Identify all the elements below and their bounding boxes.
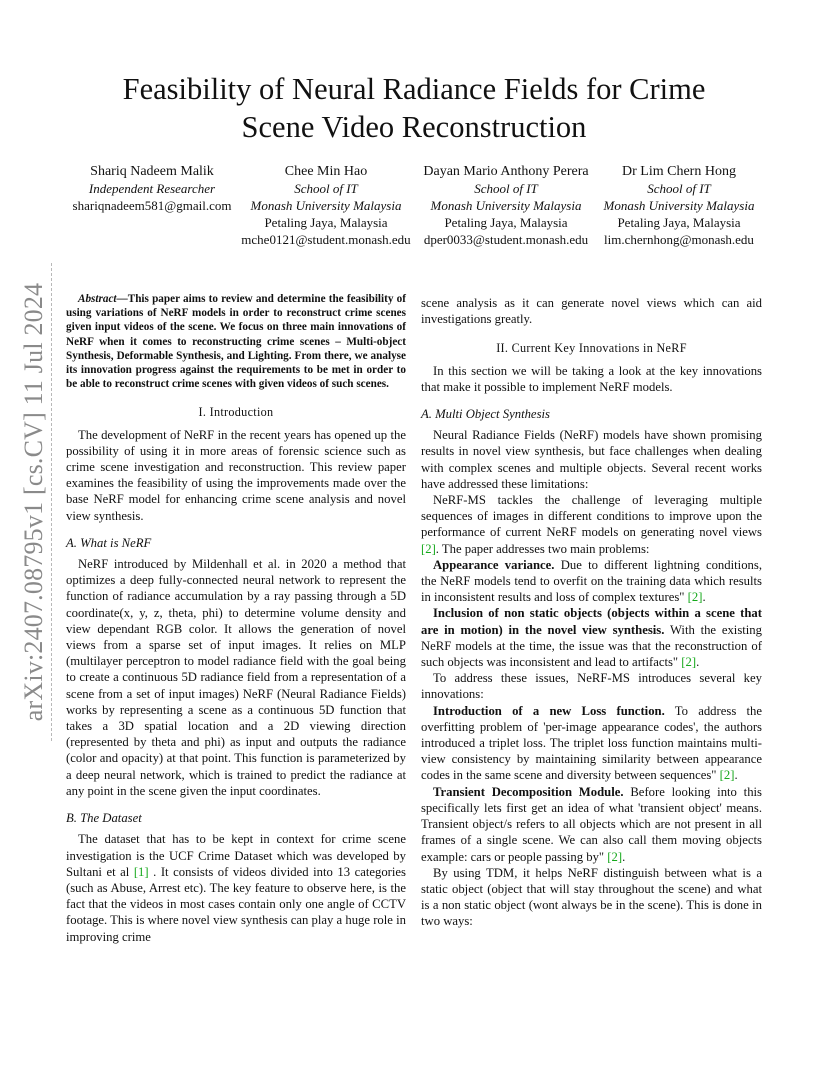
author-university: Monash University Malaysia <box>250 198 402 213</box>
paragraph-text: The dataset that has to be kept in context for crime scene investigation is the UCF Crime Dataset which was developed by Sultani et al <box>66 832 406 879</box>
paragraph-text: With the existing NeRF models at the time, the issue was that the reconstruction of such objects was inconsistent and lead to artifacts" <box>421 622 762 670</box>
arxiv-identifier-text[interactable]: arXiv:2407.08795v1 [cs.CV] 11 Jul 2024 <box>19 282 48 722</box>
citation-link[interactable]: [1] <box>133 864 149 879</box>
paragraph-text: . <box>696 655 700 670</box>
citation-link[interactable]: [2] <box>719 768 735 783</box>
paragraph <box>421 784 762 865</box>
abstract-text: —This paper aims to review and determine the feasibility of using variations of NeRF models in order to reconstruct crime scenes given input videos of the scene. We focus on three main innovations of NeRF when it comes to reconstructing crime scenes – Multi-object Synthesis, Deformable Synthesis, and Lighting. From there, we analyse its innovation progress against the requirements to be met in order to be able to reconstruct crime scenes with given videos of such scenes. <box>66 293 406 391</box>
author-university: Monash University Malaysia <box>603 198 755 213</box>
author-location: Petaling Jaya, Malaysia <box>264 215 388 230</box>
author-affiliation: Independent Researcher <box>88 181 216 196</box>
paragraph-text: . It consists of videos divided into 13 categories (such as Abuse, Arrest etc). The key feature to observe here, is the fact that the videos in most cases contain only one angle of CCTV footage. This is where novel view synthesis can play a huge role in improving crime <box>66 864 406 944</box>
abstract <box>66 292 406 391</box>
paragraph: In this section we will be taking a look at the key innovations that make it possible to implement NeRF models. <box>421 363 762 394</box>
run-in-heading: Transient Decomposition Module. <box>433 784 624 799</box>
author-block-3 <box>414 163 598 248</box>
author-block-1 <box>66 163 238 214</box>
paragraph: NeRF introduced by Mildenhall et al. in 2020 a method that optimizes a deep fully-connected neural network to represent the function of radiance accumulation by a ray passing through a 5D coordinate(x, y, z, theta, phi) to determine volume density and view dependant RGB color. It allows the generation of novel views from a sparse set of input images. It relies on MLP (multilayer perceptron to model radiance field with the goal being to create a continuous 5D radiance field from a representation of a scene from a set of input images) NeRF (Neural Radiance Fields) works by representing a scene as a continuous 5D function that takes a 3D spatial location and a 2D viewing direction (represented by theta and phi) as input and outputs the radiance (color and opacity) at that point. This function is parameterized by a deep neural network, which is trained to predict the radiance at any point in the scene given the input coordinates. <box>66 557 406 798</box>
author-university: Monash University Malaysia <box>430 198 582 213</box>
arxiv-identifier-stamp[interactable] <box>19 263 48 741</box>
subsection-heading-dataset: B. The Dataset <box>66 811 142 826</box>
author-email: dper0033@student.monash.edu <box>423 232 589 247</box>
paragraph: Neural Radiance Fields (NeRF) models have shown promising results in novel view synthesis, but face challenges when dealing with complex scenes and multiple objects. Several recent works have addressed these limitations: <box>421 428 762 491</box>
author-location: Petaling Jaya, Malaysia <box>444 215 568 230</box>
author-name: Shariq Nadeem Malik <box>90 164 214 179</box>
paragraph <box>421 703 762 784</box>
author-name: Dr Lim Chern Hong <box>622 164 736 179</box>
run-in-heading: Inclusion of non static objects (objects within a scene that are in motion) in the novel view synthesis. <box>421 606 762 637</box>
paper-title <box>60 70 768 146</box>
stamp-divider <box>51 263 52 741</box>
paragraph-text: . <box>734 768 738 783</box>
author-email: mche0121@student.monash.edu <box>241 232 411 247</box>
subsection-heading-what-is-nerf: A. What is NeRF <box>66 535 152 550</box>
author-email: lim.chernhong@monash.edu <box>604 232 754 247</box>
paragraph-continued: scene analysis as it can generate novel views which can aid investigations greatly. <box>421 296 762 327</box>
abstract-label: Abstract <box>78 293 117 305</box>
paragraph-text: . The paper addresses two main problems: <box>435 541 650 556</box>
paragraph-text: . <box>622 849 626 864</box>
paragraph-text: Due to different lightning conditions, the NeRF models tend to overfit on the training data which results in inconsistent results and loss of complex textures" <box>421 557 762 605</box>
left-column <box>66 292 406 945</box>
paragraph <box>66 831 406 944</box>
paragraph-text: To address the overfitting problem of 'per-image appearance codes', the authors introduced a triplet loss. The triplet loss function maintains multi-view consistency by maintaining similarity between appearance codes in the same scene and diversity between sequences" <box>421 703 762 783</box>
right-column <box>421 295 762 930</box>
author-location: Petaling Jaya, Malaysia <box>617 215 741 230</box>
author-block-2 <box>238 163 414 248</box>
author-affiliation: School of IT <box>294 181 358 196</box>
author-name: Dayan Mario Anthony Perera <box>423 164 589 179</box>
title-line-2: Scene Video Reconstruction <box>241 110 587 144</box>
author-affiliation: School of IT <box>474 181 538 196</box>
run-in-heading: Appearance variance. <box>433 557 555 572</box>
author-name: Chee Min Hao <box>284 164 368 179</box>
paragraph <box>421 557 762 606</box>
paragraph: The development of NeRF in the recent years has opened up the possibility of using it in more areas of forensic science such as crime scene investigation and reconstruction. This review paper examines the feasibility of using the improvements made over the base NeRF model for enhancing crime scene analysis and novel view synthesis. <box>66 427 406 523</box>
author-affiliation: School of IT <box>647 181 711 196</box>
paragraph-text: NeRF-MS tackles the challenge of leveraging multiple sequences of images in different conditions to improve upon the performance of current NeRF models on generating novel views <box>421 493 762 540</box>
paragraph-text: Before looking into this specifically lets first get an idea of what 'transient object' means. Transient object/s refers to all objects which are not present in all frames of a single scene. We can also call them moving objects example: cars or people passing by" <box>421 784 762 864</box>
paragraph: By using TDM, it helps NeRF distinguish between what is a static object (object that will stay throughout the scene) and what is a non static object (wont always be in the scene). This is done in two ways: <box>421 865 762 929</box>
paragraph: To address these issues, NeRF-MS introduces several key innovations: <box>421 671 762 702</box>
title-line-1: Feasibility of Neural Radiance Fields for Crime <box>122 72 706 106</box>
section-heading-introduction: I. Introduction <box>198 405 274 420</box>
citation-link[interactable]: [2] <box>687 590 703 605</box>
citation-link[interactable]: [2] <box>607 849 623 864</box>
author-block-4 <box>598 163 760 248</box>
author-email: shariqnadeem581@gmail.com <box>72 198 232 213</box>
subsection-heading-multi-object: A. Multi Object Synthesis <box>421 407 550 422</box>
section-heading-key-innovations: II. Current Key Innovations in NeRF <box>496 341 687 356</box>
run-in-heading: Introduction of a new Loss function. <box>433 703 665 718</box>
citation-link[interactable]: [2] <box>681 655 697 670</box>
paragraph <box>421 492 762 557</box>
paragraph <box>421 605 762 670</box>
citation-link[interactable]: [2] <box>421 541 436 556</box>
paragraph-text: . <box>702 590 706 605</box>
